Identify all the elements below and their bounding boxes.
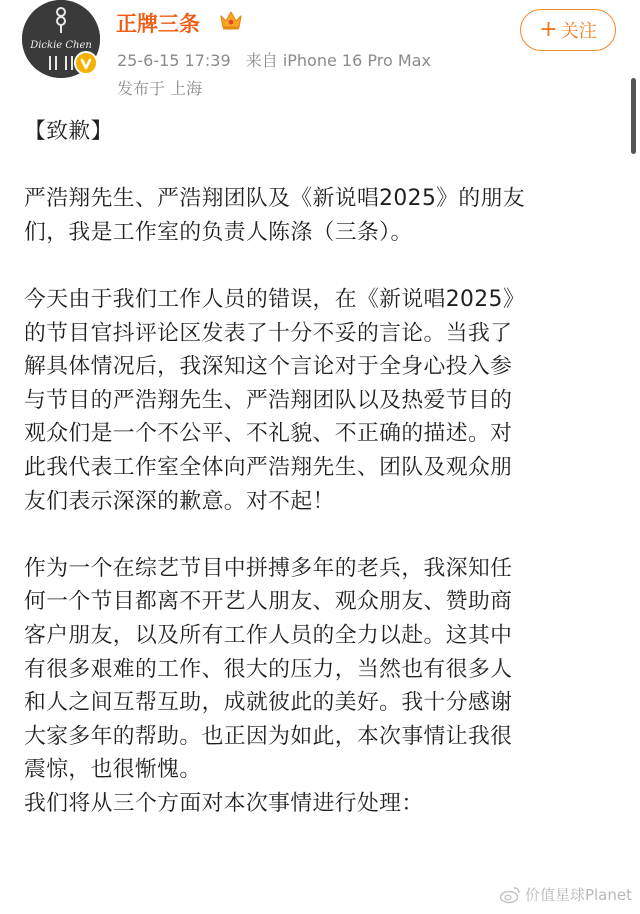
- post-line: 今天由于我们工作人员的错误，在《新说唱2025》: [24, 286, 526, 312]
- post-line: 解具体情况后，我深知这个言论对于全身心投入参: [24, 354, 513, 380]
- avatar-logo-text: Dickie Chen: [30, 40, 92, 51]
- weibo-logo-icon: [499, 886, 521, 904]
- post-line: 此我代表工作室全体向严浩翔先生、团队及观众朋: [24, 454, 513, 480]
- post-line: 观众们是一个不公平、不礼貌、不正确的描述。对: [24, 421, 513, 447]
- post-meta: [117, 48, 431, 71]
- post-location: 发布于 上海: [117, 79, 203, 98]
- crown-icon: [218, 8, 244, 32]
- watermark-text: 价值星球Planet: [524, 886, 632, 904]
- post-line: 和人之间互帮互助，成就彼此的美好。我十分感谢: [24, 690, 513, 716]
- plus-icon: +: [539, 17, 558, 42]
- username[interactable]: 正牌三条: [116, 12, 200, 36]
- post-line: 何一个节目都离不开艺人朋友、观众朋友、赞助商: [24, 589, 513, 615]
- post-paragraph: [24, 182, 614, 249]
- scrollbar[interactable]: [631, 78, 636, 154]
- post-line: 我们将从三个方面对本次事情进行处理：: [24, 790, 424, 816]
- post-paragraph: [24, 552, 614, 821]
- post-line: 震惊，也很惭愧。: [24, 757, 202, 783]
- post-title: 【致歉】: [24, 119, 113, 144]
- post-line: 严浩翔先生、严浩翔团队及《新说唱2025》的朋友: [24, 186, 526, 212]
- post-header: [0, 0, 640, 110]
- post-paragraph: [24, 283, 614, 518]
- verified-badge-icon: [74, 51, 98, 75]
- post-line: 客户朋友，以及所有工作人员的全力以赴。这其中: [24, 622, 513, 648]
- post-line: 作为一个在综艺节目中拼搏多年的老兵，我深知任: [24, 555, 513, 581]
- post-line: 的节目官抖评论区发表了十分不妥的言论。当我了: [24, 320, 513, 346]
- post-line: 们，我是工作室的负责人陈涤（三条）。: [24, 219, 413, 245]
- post-line: 与节目的严浩翔先生、严浩翔团队以及热爱节目的: [24, 387, 513, 413]
- post-body: [24, 115, 614, 820]
- post-line: 大家多年的帮助。也正因为如此，本次事情让我很: [24, 723, 513, 749]
- post-line: 友们表示深深的歉意。对不起！: [24, 488, 335, 514]
- post-line: 有很多艰难的工作、很大的压力，当然也有很多人: [24, 656, 513, 682]
- follow-label: 关注: [560, 21, 597, 42]
- post-timestamp: 25-6-15 17:39: [117, 51, 231, 70]
- post-source: 来自 iPhone 16 Pro Max: [245, 51, 431, 70]
- follow-button[interactable]: [520, 9, 616, 51]
- watermark: [499, 884, 632, 905]
